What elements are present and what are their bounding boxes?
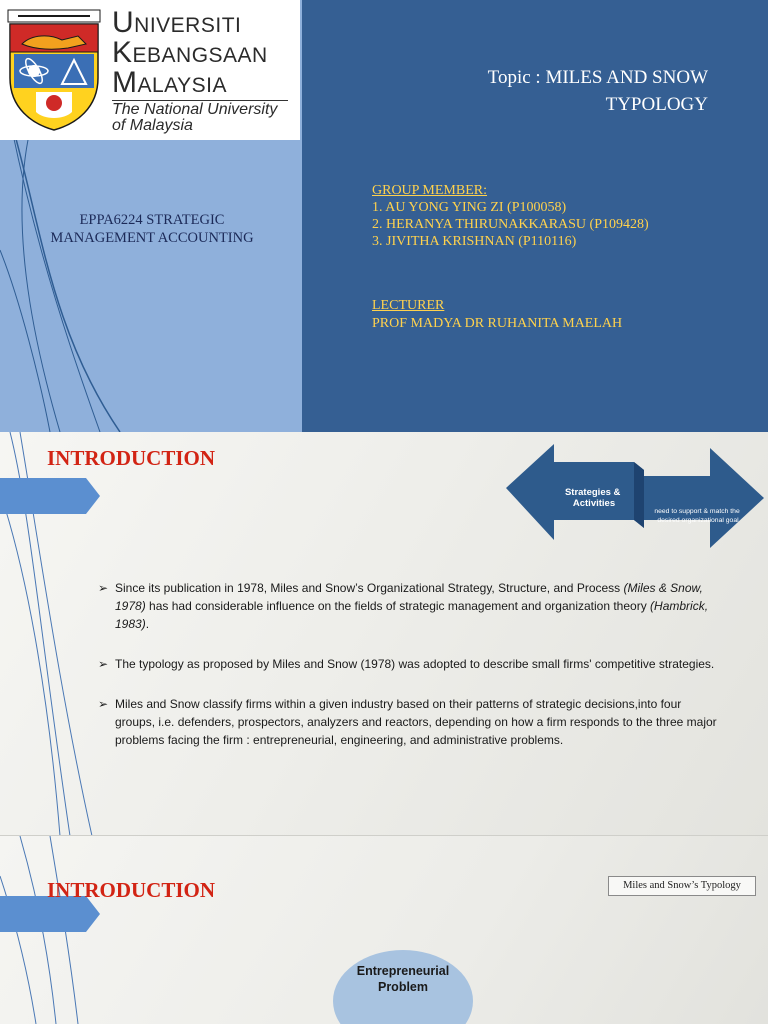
lecturer-heading: LECTURER: [372, 298, 445, 313]
group-members: [372, 182, 649, 250]
typology-slide: [0, 836, 768, 1024]
slide-title: INTRODUCTION: [47, 446, 216, 470]
list-item: ➢ Miles and Snow classify firms within a given industry based on their patterns of strategic decisions,into four groups, i.e. defenders, prospectors, analyzers and reactors, depending on how a firm responds to the three major problems facing the firm : entrepreneurial, engineering, and administrative problems.: [98, 697, 717, 747]
topic-title: Topic : MILES AND SNOW TYPOLOGY: [487, 67, 708, 115]
course-title: EPPA6224 STRATEGIC MANAGEMENT ACCOUNTING: [50, 212, 254, 246]
logo-english-name: The National University of Malaysia: [112, 101, 278, 134]
member-item: 2. HERANYA THIRUNAKKARASU (P109428): [372, 217, 649, 232]
right-arrow-label: need to support & match the desired organizational goal: [654, 508, 740, 524]
lecturer-name: PROF MADYA DR RUHANITA MAELAH: [372, 316, 623, 331]
lecturer-block: [372, 297, 622, 333]
title-slide: [0, 0, 768, 432]
typology-label-box: Miles and Snow’s Typology: [608, 876, 756, 896]
logo-line-2: KEBANGSAAN: [112, 36, 268, 69]
slide-title: INTRODUCTION: [47, 878, 216, 902]
university-crest-icon: [6, 8, 102, 132]
bullet-list: [98, 579, 718, 771]
strategy-arrows-diagram: [502, 444, 764, 548]
group-members-heading: GROUP MEMBER:: [372, 183, 488, 198]
university-logo: [0, 0, 300, 140]
ellipse-label: Entrepreneurial Problem: [356, 964, 450, 994]
arrow-bullet-icon: ➢: [98, 657, 109, 671]
list-item: ➢ Since its publication in 1978, Miles and Snow’s Organizational Strategy, Structure, and Process (Miles & Snow, 1978) has had considerable influence on the fields of strategic management and organization theory (Hambrick, 1983).: [98, 581, 709, 631]
logo-line-1: UNIVERSITI: [112, 6, 242, 39]
arrow-bullet-icon: ➢: [98, 697, 109, 711]
member-item: 1. AU YONG YING ZI (P100058): [372, 200, 567, 215]
logo-line-3: MALAYSIA: [112, 66, 227, 99]
member-item: 3. JIVITHA KRISHNAN (P110116): [372, 234, 577, 249]
section-tab-arrow: [0, 478, 100, 514]
list-item: ➢ The typology as proposed by Miles and Snow (1978) was adopted to describe small firms' competitive strategies.: [98, 657, 715, 671]
introduction-slide: [0, 432, 768, 836]
arrow-bullet-icon: ➢: [98, 581, 109, 595]
left-arrow-label: Strategies & Activities: [564, 487, 621, 509]
